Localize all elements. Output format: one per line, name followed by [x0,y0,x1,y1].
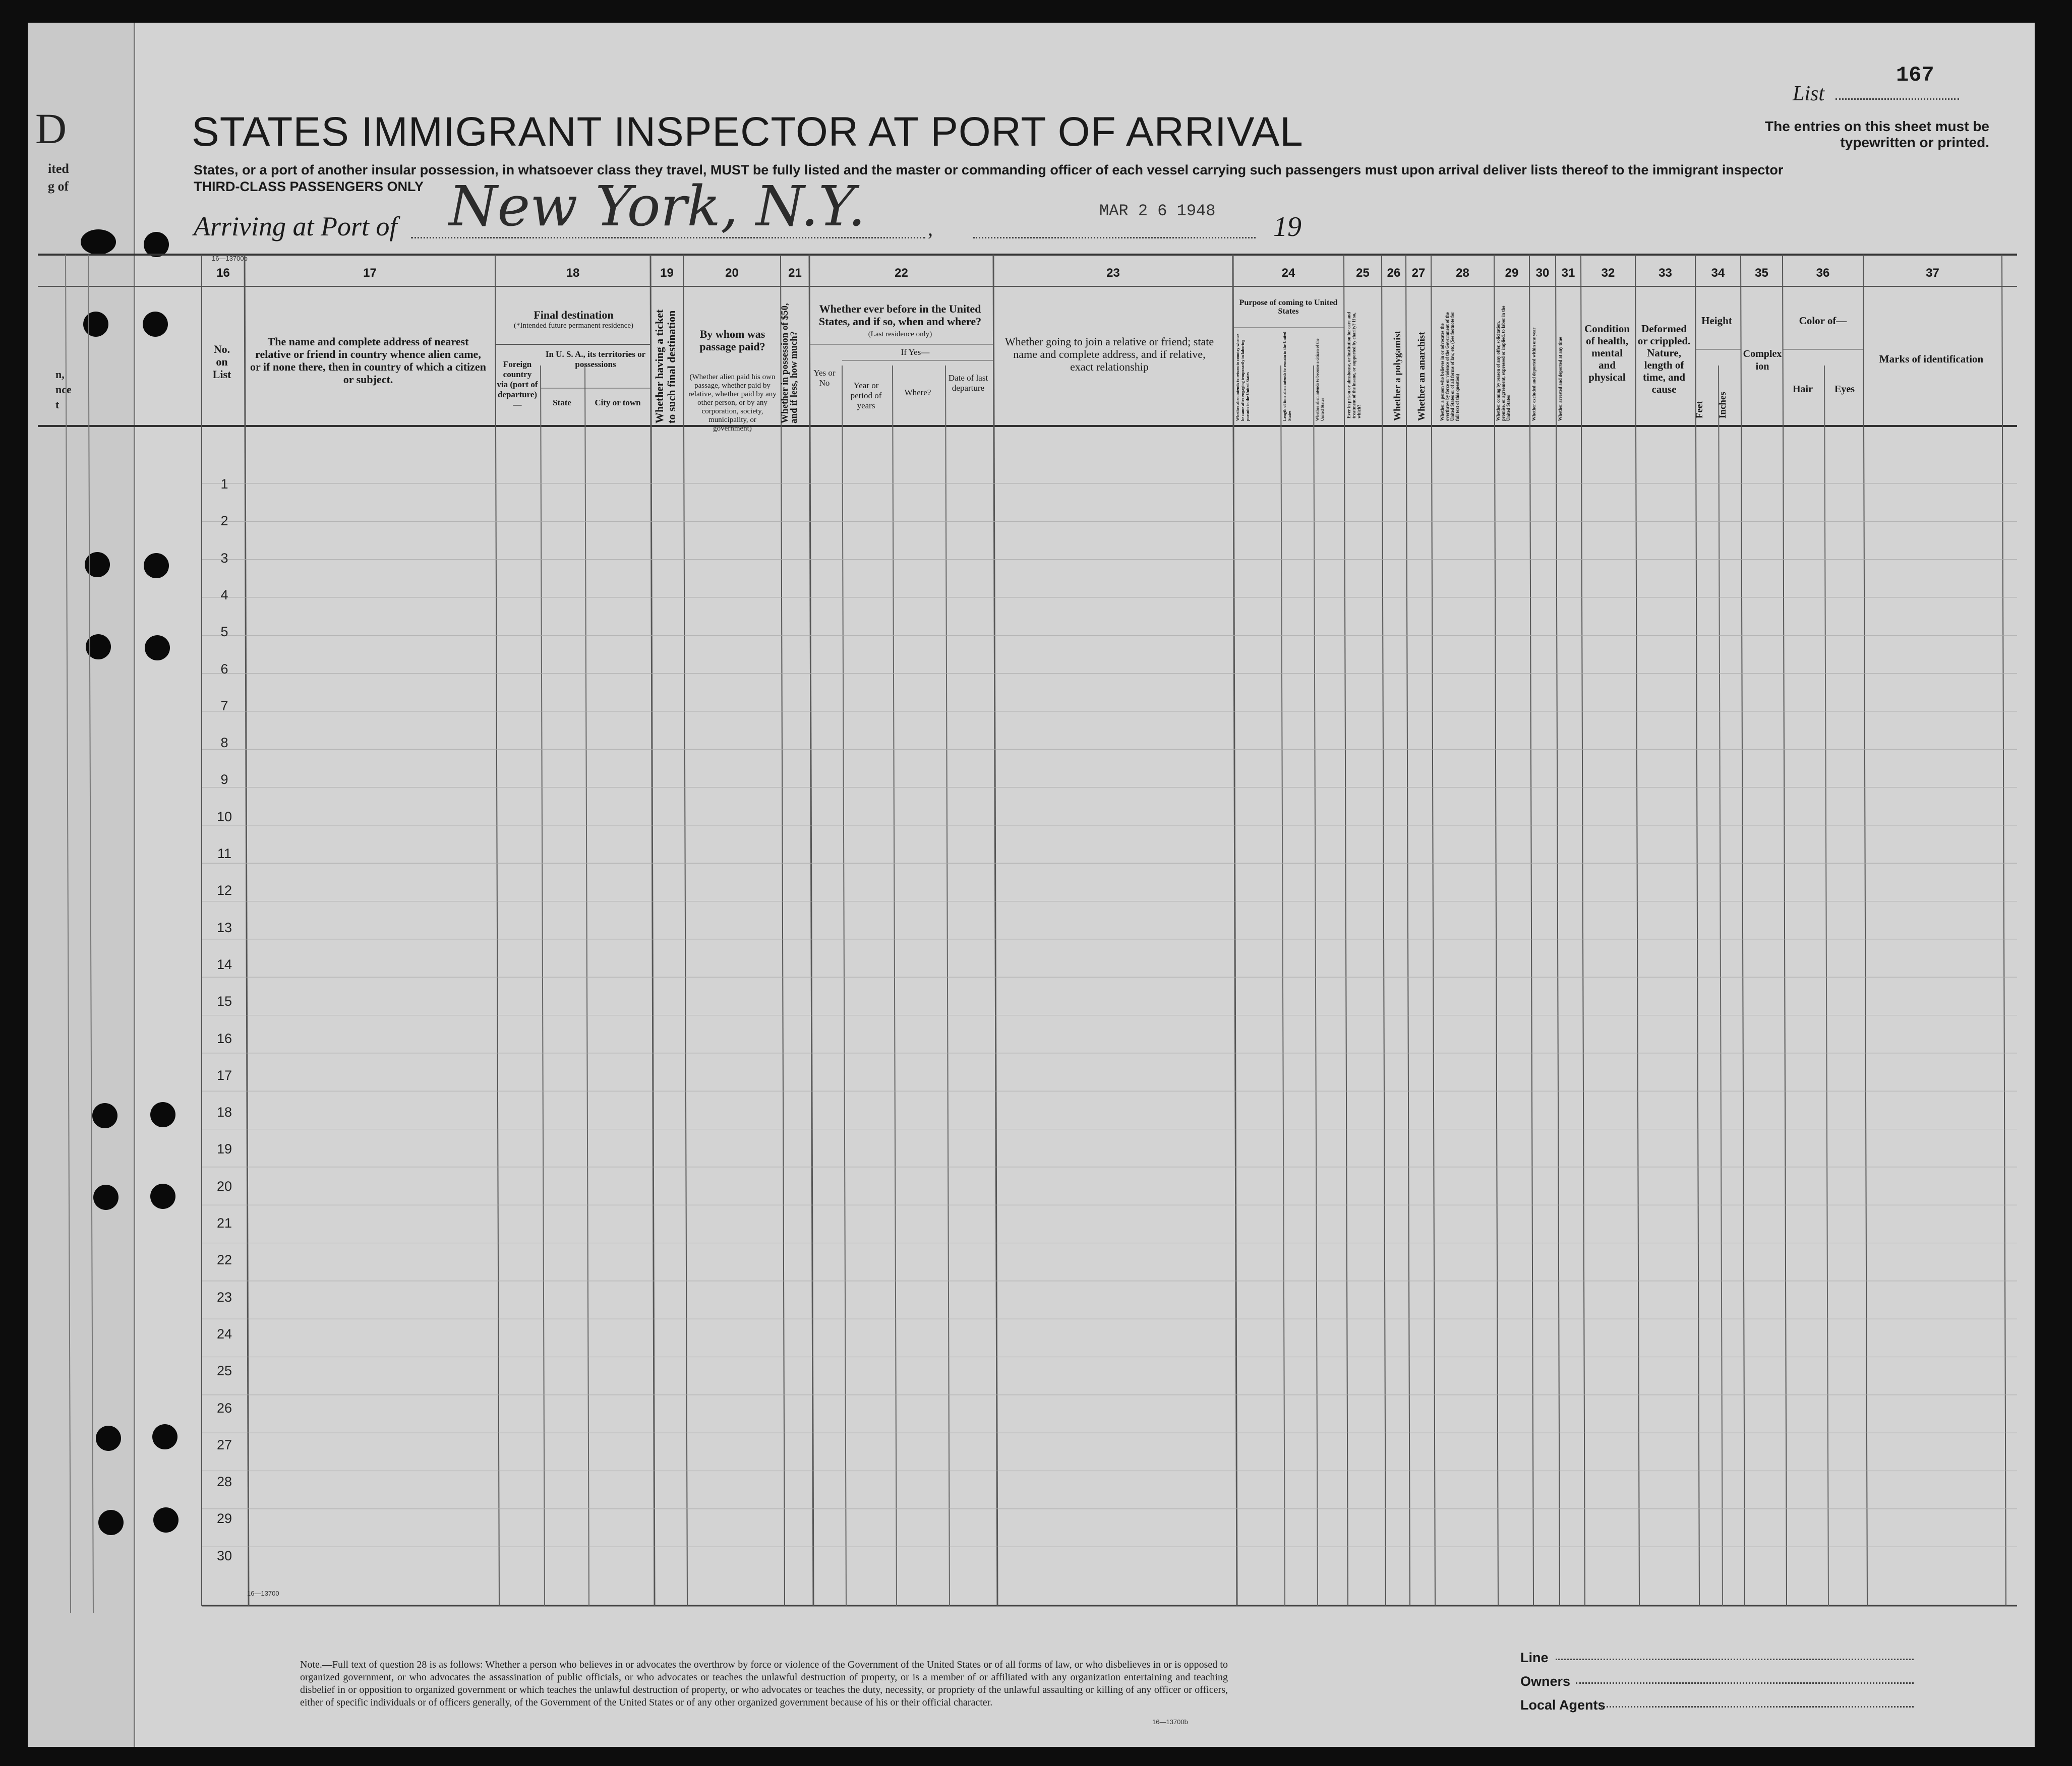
column-number-28: 28 [1456,266,1469,280]
column-number-19: 19 [660,266,674,280]
col-34-feet: Feet [1694,401,1705,418]
column-number-35: 35 [1755,266,1768,280]
column-number-36: 36 [1816,266,1830,280]
col-22-subheader: (Last residence only) [868,330,932,338]
row-number: 19 [216,1141,232,1157]
form-code-top: 16—13700b [212,255,248,262]
col-22-where: Where? [904,388,931,397]
col-37-header: Marks of identification [1879,353,1984,365]
col-20-subheader: (Whether alien paid his own passage, whether paid by relative, whether paid by any other person, or by any corporation, society, municipality, or government) [688,373,777,433]
col-18-usa: In U. S. A., its territories or possessions [545,349,646,369]
column-number-25: 25 [1356,266,1370,280]
col-18-state: State [553,398,571,407]
col-34-inches: Inches [1718,392,1728,418]
row-number: 29 [216,1511,232,1527]
column-number-17: 17 [363,266,377,280]
row-number: 22 [216,1252,232,1268]
owners-label: Owners [1520,1674,1571,1689]
col-22-header: Whether ever before in the United States, and if so, when and where? [818,302,982,328]
class-note: THIRD-CLASS PASSENGERS ONLY [194,179,424,194]
col-22-year: Year or period of years [850,381,882,410]
column-number-16: 16 [216,266,230,280]
year-prefix: 19 [1273,211,1301,242]
column-number-24: 24 [1281,266,1295,280]
col-36-eyes: Eyes [1834,384,1855,395]
column-number-34: 34 [1711,266,1725,280]
row-number: 25 [216,1363,232,1379]
strip-text-5: t [55,398,60,411]
agents-label: Local Agents [1520,1697,1606,1713]
column-number-33: 33 [1659,266,1672,280]
col-25-header: Ever in prison or almshouse, or institution for care and treatment of the insane, or supported by charity? If so, which? [1346,312,1361,418]
column-number-23: 23 [1106,266,1120,280]
col-21-header: Whether in possession of $50, and if less, how much? [780,303,799,423]
row-number: 10 [216,809,232,824]
comma: , [928,217,933,240]
footer-note: Note.—Full text of question 28 is as follows: Whether a person who believes in or advocates the overthrow by force or violence of the Government of the United States or of all forms of law, or who disbelieves in or is opposed to organized government, or who advocates the assassination of public officials, or who advocates or teaches the unlawful destruction of property, or is a member of or affiliated with any organization entertaining and teaching disbelief in or opposition to organized government or which teaches the unlawful destruction of property, or who advocates or teaches the duty, necessity, or propriety of the unlawful assaulting or killing of any officer or officers, either of specific individuals or of officers generally, of the Government of the United States or of any other organized government because of his or their official character. [300,1659,1228,1708]
row-number: 2 [220,513,228,529]
row-number: 30 [216,1548,232,1563]
row-number: 8 [220,735,228,751]
col-30-header: Whether excluded and deported within one year [1531,327,1536,421]
col-27-header: Whether an anarchist [1416,332,1427,421]
col-18-foreign: Foreign country via (port of departure)— [497,359,538,409]
strip-letter: D [35,104,67,153]
col-18-city: City or town [595,398,641,407]
column-number-26: 26 [1387,266,1401,280]
column-number-30: 30 [1535,266,1550,280]
row-number: 16 [216,1030,232,1046]
row-number: 1 [220,476,228,492]
column-number-32: 32 [1601,266,1615,280]
column-number-29: 29 [1505,266,1519,280]
col-17-header: The name and complete address of nearest relative or friend in country whence alien came, or if none there, then in country of which a citizen or subject. [250,335,486,386]
column-number-31: 31 [1561,266,1575,280]
list-label: List [1793,82,1825,105]
strip-text-3: n, [55,368,65,381]
col-36-header: Color of— [1799,315,1847,327]
row-number: 18 [216,1105,232,1120]
form-code: 16—13700b [1152,1718,1188,1726]
row-number: 5 [220,624,228,640]
col-20-header: By whom was passage paid? [699,328,765,353]
page-subtitle: States, or a port of another insular possession, in whatsoever class they travel, MUST be fully listed and the master or commanding officer of each vessel carrying such passengers must upon arrival deliver lists thereof to the immigrant inspector [194,162,1784,177]
date-stamp: MAR 2 6 1948 [1099,202,1216,220]
row-number: 13 [216,920,232,935]
row-number: 12 [216,883,232,898]
row-number: 26 [216,1400,232,1416]
row-number: 21 [216,1215,232,1231]
row-number: 27 [216,1437,232,1452]
agents-field[interactable] [1601,1706,1914,1708]
col-24-header: Purpose of coming to United States [1239,298,1338,316]
row-number: 9 [220,772,228,787]
col-24-length: Length of time alien intends to remain in the United States [1282,332,1292,421]
col-19-header: Whether having a ticket to such final destination [653,309,678,423]
column-number-21: 21 [788,266,802,280]
column-number-37: 37 [1926,266,1939,280]
col-34-header: Height [1701,315,1732,327]
row-number: 11 [217,846,232,861]
port-handwritten: New York, N.Y. [449,174,866,238]
col-22-departure: Date of last departure [948,373,988,393]
row-number: 3 [220,550,228,566]
col-26-header: Whether a polygamist [1392,330,1403,421]
col-36-hair: Hair [1793,384,1813,395]
column-number-27: 27 [1411,266,1426,280]
col-22-yesno: Yes or No [813,368,836,388]
column-number-22: 22 [895,266,908,280]
column-number-18: 18 [566,266,580,280]
column-number-20: 20 [725,266,739,280]
col-31-header: Whether arrested and deported at any time [1558,337,1563,421]
col-18-header: Final destination [534,309,614,321]
row-number: 14 [216,956,232,972]
row-number: 17 [216,1067,232,1083]
col-24-return: Whether alien intends to return to country whence he came after engaging temporarily in laboring pursuits in the United States [1235,334,1250,421]
col-33-header: Deformed or crippled. Nature, length of time, and cause [1637,323,1691,395]
strip-text-1: ited [48,161,69,176]
col-24-citizen: Whether alien intends to become a citizen of the United States [1315,338,1325,421]
row-number: 6 [220,661,228,677]
list-number: 167 [1896,63,1934,87]
row-number: 28 [216,1474,232,1490]
row-number: 15 [216,994,232,1009]
arriving-label: Arriving at Port of [194,211,397,241]
line-label: Line [1520,1650,1549,1665]
col-35-header: Complexion [1743,348,1782,372]
col-28-header: Whether a person who believes in or advocates the overthrow by force or violence of the Government of the United States or of all forms of law, etc. (See footnote for full text of this question) [1440,312,1460,421]
row-number: 20 [216,1178,232,1194]
col-29-header: Whether coming by reason of any offer, solicitation, promise, or agreement, expressed or implied, to labor in the United States [1496,306,1511,421]
col-18-subheader: (*Intended future permanent residence) [514,322,633,330]
col-23-header: Whether going to join a relative or friend; state name and complete address, and if relative, exact relationship [1004,335,1214,373]
col-22-ifyes: If Yes— [901,347,930,357]
row-number: 23 [216,1289,232,1305]
strip-text-2: g of [48,179,69,194]
form-code-bottom: 16—13700 [247,1590,279,1597]
strip-text-4: nce [55,383,72,396]
owners-field[interactable] [1576,1682,1914,1684]
col-32-header: Condition of health, mental and physical [1584,323,1630,383]
row-number: 4 [220,587,228,602]
row-number: 7 [220,698,228,713]
instructions-text: The entries on this sheet must be typewritten or printed. [1765,118,1989,150]
row-number: 24 [216,1326,232,1342]
col-16-header: No. on List [212,343,231,381]
page-title: STATES IMMIGRANT INSPECTOR AT PORT OF ARRIVAL [192,109,1304,155]
line-field[interactable] [1556,1659,1914,1660]
